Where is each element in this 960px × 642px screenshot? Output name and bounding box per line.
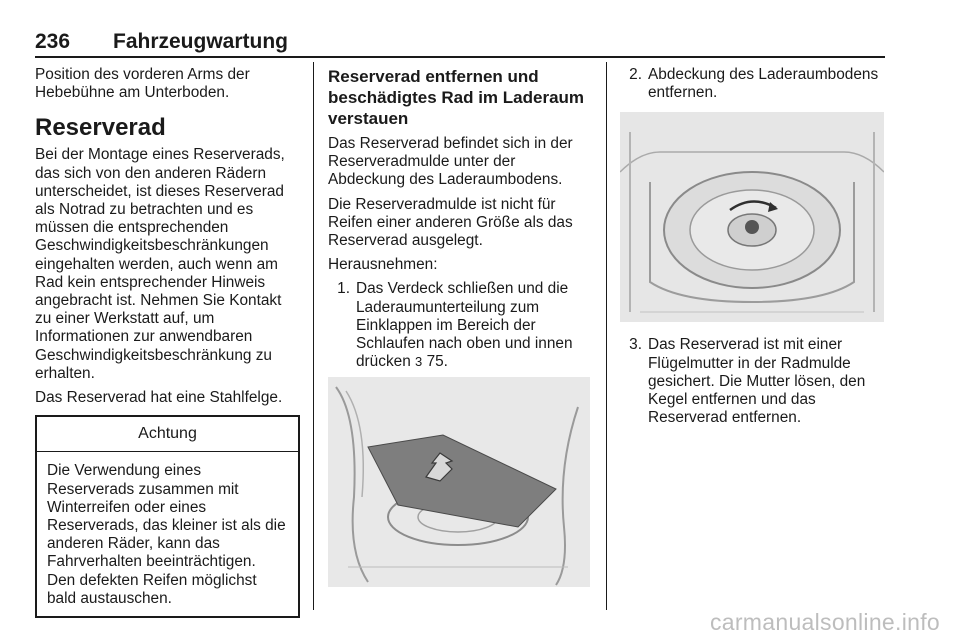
section-heading: Reserverad bbox=[35, 114, 166, 142]
removal-label: Herausnehmen: bbox=[328, 256, 438, 274]
middle-column bbox=[328, 66, 590, 587]
page-reference-arrow-icon: 3 bbox=[415, 354, 423, 370]
watermark: carmanualsonline.info bbox=[709, 609, 940, 635]
subsection-heading: Reserverad entfernen und beschädigtes Rad im Laderaum verstauen bbox=[328, 67, 585, 128]
right-column bbox=[620, 66, 886, 427]
step-3-text: Das Reserverad ist mit einer Flügelmutter in der Radmulde gesichert. Die Mutter lösen, den Kegel entfernen und das Reserverad entfernen. bbox=[648, 336, 866, 427]
steel-rim-paragraph: Das Reserverad hat eine Stahlfelge. bbox=[35, 389, 283, 407]
step-2 bbox=[620, 66, 886, 102]
warning-box bbox=[35, 415, 300, 618]
page-title: Fahrzeugwartung bbox=[113, 30, 289, 53]
column-divider-right bbox=[606, 62, 607, 610]
page-number: 236 bbox=[35, 30, 71, 53]
trunk-divider-illustration bbox=[328, 377, 590, 587]
step-1-number: 1. bbox=[337, 280, 350, 298]
step-1 bbox=[328, 280, 590, 371]
column-divider-left bbox=[313, 62, 314, 610]
step-3 bbox=[620, 336, 886, 427]
spare-wheel-paragraph: Bei der Montage eines Reserverads, das sich von den anderen Rädern unterscheidet, ist dieses Reserverad als Notrad zu betrachten und es müssen die entsprechenden Geschwindigkeitsbeschränkungen eingehalten werden, auch wenn am Rad kein entsprechender Hinweis angebracht ist. Nehmen Sie Kontakt zu einer Werkstatt auf, um Informationen zur anwendbaren Geschwindigkeitsbeschränkung zu erhalten. bbox=[35, 146, 285, 382]
step-2-number: 2. bbox=[629, 66, 642, 83]
spare-wheel-illustration bbox=[620, 112, 884, 322]
location-paragraph: Das Reserverad befindet sich in der Reserveradmulde unter der Abdeckung des Laderaumbodens. bbox=[328, 135, 573, 189]
header-rule bbox=[35, 56, 885, 58]
step-3-number: 3. bbox=[629, 336, 642, 354]
page-reference-number: 75. bbox=[426, 353, 448, 371]
warning-text: Die Verwendung eines Reserverads zusammen mit Winterreifen oder eines Reserverads, das kleiner ist als die anderen Räder, kann das Fahrverhalten beeinträchtigen. Den defekten Reifen möglichst bald austauschen. bbox=[47, 462, 286, 607]
step-2-text: Abdeckung des Laderaumbodens entfernen. bbox=[648, 66, 879, 102]
page-reference-link[interactable] bbox=[415, 353, 448, 370]
step-1-text: Das Verdeck schließen und die Laderaumunterteilung zum Einklappen im Bereich der Schlaufen nach oben und innen drücken bbox=[356, 280, 573, 371]
intro-paragraph: Position des vorderen Arms der Hebebühne am Unterboden. bbox=[35, 66, 250, 102]
warning-title: Achtung bbox=[37, 417, 298, 452]
size-paragraph: Die Reserveradmulde ist nicht für Reifen einer anderen Größe als das Reserverad ausgelegt. bbox=[328, 195, 573, 250]
left-column bbox=[35, 66, 300, 618]
